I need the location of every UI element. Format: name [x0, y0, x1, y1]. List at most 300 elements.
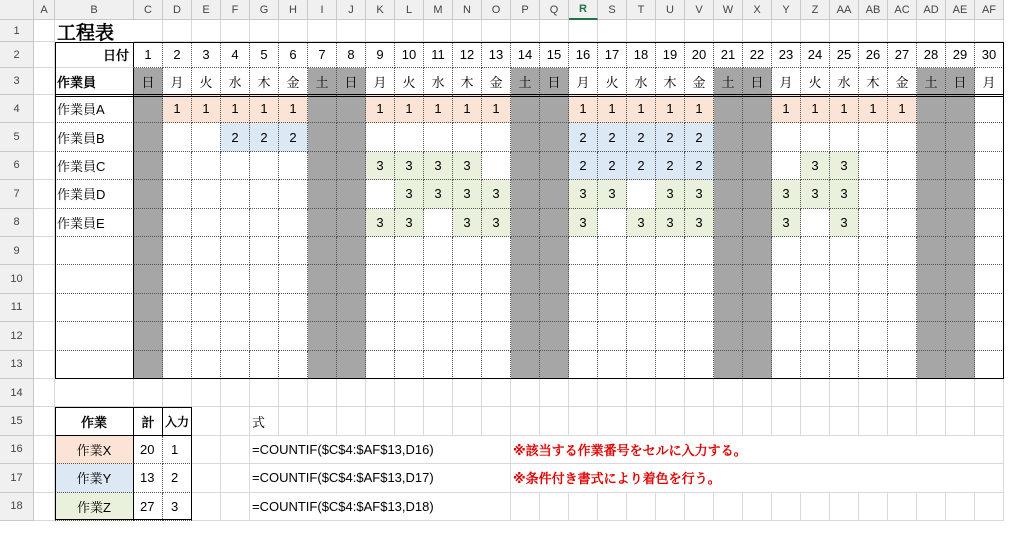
page-title[interactable]: 工程表	[57, 22, 115, 44]
schedule-cell[interactable]	[221, 322, 250, 350]
empty-cell[interactable]	[482, 20, 511, 42]
schedule-cell[interactable]	[511, 265, 540, 293]
schedule-cell[interactable]	[134, 322, 163, 350]
schedule-cell[interactable]: 1	[801, 95, 830, 123]
weekday-header[interactable]: 水	[830, 68, 859, 95]
row-header[interactable]: 6	[0, 152, 34, 180]
schedule-cell[interactable]: 1	[279, 95, 308, 123]
date-header[interactable]: 3	[192, 42, 221, 68]
schedule-cell[interactable]	[279, 294, 308, 322]
schedule-cell[interactable]: 1	[395, 95, 424, 123]
empty-cell[interactable]	[424, 407, 453, 435]
column-header[interactable]: AB	[859, 0, 888, 20]
schedule-cell[interactable]: 1	[772, 95, 801, 123]
schedule-cell[interactable]	[714, 152, 743, 180]
task-total[interactable]: 13	[134, 464, 163, 492]
empty-cell[interactable]	[598, 407, 627, 435]
schedule-cell[interactable]: 1	[453, 95, 482, 123]
task-name[interactable]: 作業Y	[55, 464, 134, 492]
schedule-cell[interactable]	[424, 351, 453, 379]
schedule-cell[interactable]	[859, 351, 888, 379]
schedule-cell[interactable]	[163, 237, 192, 265]
schedule-cell[interactable]	[395, 237, 424, 265]
schedule-cell[interactable]	[308, 209, 337, 237]
schedule-cell[interactable]	[511, 152, 540, 180]
worker-name[interactable]: 作業員B	[55, 123, 134, 151]
schedule-cell[interactable]	[598, 237, 627, 265]
empty-cell[interactable]	[772, 20, 801, 42]
schedule-cell[interactable]	[917, 209, 946, 237]
empty-cell[interactable]	[337, 20, 366, 42]
schedule-cell[interactable]	[337, 294, 366, 322]
date-header[interactable]: 6	[279, 42, 308, 68]
schedule-cell[interactable]	[540, 180, 569, 208]
row-header[interactable]: 8	[0, 209, 34, 237]
column-header[interactable]: C	[134, 0, 163, 20]
schedule-cell[interactable]	[859, 152, 888, 180]
total-header[interactable]: 計	[134, 407, 163, 435]
empty-cell[interactable]	[192, 493, 221, 521]
schedule-cell[interactable]	[656, 351, 685, 379]
empty-cell[interactable]	[395, 379, 424, 407]
schedule-cell[interactable]	[859, 180, 888, 208]
empty-cell[interactable]	[946, 20, 975, 42]
column-header[interactable]: K	[366, 0, 395, 20]
schedule-cell[interactable]	[308, 322, 337, 350]
column-header[interactable]: V	[685, 0, 714, 20]
empty-cell[interactable]	[656, 379, 685, 407]
schedule-cell[interactable]: 3	[482, 180, 511, 208]
schedule-cell[interactable]	[627, 322, 656, 350]
task-input[interactable]: 3	[163, 493, 192, 521]
worker-name[interactable]	[55, 322, 134, 350]
empty-cell[interactable]	[946, 493, 975, 521]
schedule-cell[interactable]	[424, 209, 453, 237]
empty-cell[interactable]	[772, 407, 801, 435]
schedule-cell[interactable]	[888, 265, 917, 293]
schedule-cell[interactable]	[453, 351, 482, 379]
empty-cell[interactable]	[511, 407, 540, 435]
schedule-cell[interactable]	[946, 351, 975, 379]
schedule-cell[interactable]	[598, 322, 627, 350]
date-header[interactable]: 22	[743, 42, 772, 68]
schedule-cell[interactable]: 3	[366, 152, 395, 180]
row-header[interactable]: 15	[0, 407, 34, 435]
schedule-cell[interactable]	[482, 152, 511, 180]
weekday-header[interactable]: 日	[743, 68, 772, 95]
worker-name[interactable]	[55, 294, 134, 322]
schedule-cell[interactable]	[134, 294, 163, 322]
column-header[interactable]: T	[627, 0, 656, 20]
empty-cell[interactable]	[888, 20, 917, 42]
empty-cell[interactable]	[975, 379, 1004, 407]
schedule-cell[interactable]	[656, 322, 685, 350]
schedule-cell[interactable]	[337, 123, 366, 151]
schedule-cell[interactable]	[424, 123, 453, 151]
schedule-cell[interactable]	[395, 322, 424, 350]
schedule-cell[interactable]	[453, 265, 482, 293]
weekday-header[interactable]: 木	[250, 68, 279, 95]
empty-cell[interactable]	[511, 20, 540, 42]
schedule-cell[interactable]	[134, 237, 163, 265]
schedule-cell[interactable]: 3	[801, 152, 830, 180]
schedule-cell[interactable]	[917, 265, 946, 293]
date-header[interactable]: 20	[685, 42, 714, 68]
empty-cell[interactable]	[279, 407, 308, 435]
schedule-cell[interactable]	[743, 322, 772, 350]
schedule-cell[interactable]: 2	[685, 123, 714, 151]
schedule-cell[interactable]	[714, 123, 743, 151]
row-header[interactable]: 5	[0, 123, 34, 151]
schedule-cell[interactable]	[424, 294, 453, 322]
schedule-cell[interactable]	[946, 237, 975, 265]
input-header[interactable]: 入力	[163, 407, 192, 435]
empty-cell[interactable]	[685, 493, 714, 521]
date-header[interactable]: 8	[337, 42, 366, 68]
column-header[interactable]: S	[598, 0, 627, 20]
date-header[interactable]: 2	[163, 42, 192, 68]
schedule-cell[interactable]	[627, 351, 656, 379]
weekday-header[interactable]: 金	[482, 68, 511, 95]
empty-cell[interactable]	[337, 407, 366, 435]
schedule-cell[interactable]	[279, 237, 308, 265]
empty-cell[interactable]	[34, 294, 55, 322]
empty-cell[interactable]	[395, 407, 424, 435]
schedule-cell[interactable]	[917, 237, 946, 265]
schedule-cell[interactable]	[685, 351, 714, 379]
schedule-cell[interactable]	[250, 265, 279, 293]
row-header[interactable]: 13	[0, 351, 34, 379]
date-header[interactable]: 17	[598, 42, 627, 68]
schedule-cell[interactable]	[366, 322, 395, 350]
empty-cell[interactable]	[801, 407, 830, 435]
schedule-cell[interactable]: 2	[279, 123, 308, 151]
empty-cell[interactable]	[743, 407, 772, 435]
worker-name[interactable]: 作業員D	[55, 180, 134, 208]
empty-cell[interactable]	[163, 20, 192, 42]
empty-cell[interactable]	[221, 464, 250, 492]
schedule-cell[interactable]	[337, 95, 366, 123]
schedule-cell[interactable]: 1	[163, 95, 192, 123]
column-header[interactable]: O	[482, 0, 511, 20]
schedule-cell[interactable]	[366, 237, 395, 265]
empty-cell[interactable]	[482, 493, 511, 521]
column-header[interactable]: P	[511, 0, 540, 20]
row-header[interactable]: 7	[0, 180, 34, 208]
date-header[interactable]: 13	[482, 42, 511, 68]
empty-cell[interactable]	[34, 322, 55, 350]
schedule-cell[interactable]	[743, 152, 772, 180]
schedule-cell[interactable]	[975, 209, 1004, 237]
row-header[interactable]: 11	[0, 294, 34, 322]
schedule-cell[interactable]	[308, 180, 337, 208]
schedule-cell[interactable]: 3	[424, 180, 453, 208]
schedule-cell[interactable]	[424, 322, 453, 350]
schedule-cell[interactable]	[975, 351, 1004, 379]
schedule-cell[interactable]: 3	[830, 152, 859, 180]
schedule-cell[interactable]	[743, 180, 772, 208]
column-header[interactable]: J	[337, 0, 366, 20]
row-header[interactable]: 12	[0, 322, 34, 350]
schedule-cell[interactable]	[830, 322, 859, 350]
schedule-cell[interactable]	[888, 294, 917, 322]
column-header[interactable]: AF	[975, 0, 1004, 20]
empty-cell[interactable]	[569, 379, 598, 407]
schedule-cell[interactable]	[569, 322, 598, 350]
schedule-cell[interactable]	[134, 152, 163, 180]
schedule-cell[interactable]: 1	[685, 95, 714, 123]
schedule-cell[interactable]	[337, 265, 366, 293]
schedule-cell[interactable]	[366, 265, 395, 293]
empty-cell[interactable]	[192, 407, 221, 435]
empty-cell[interactable]	[598, 493, 627, 521]
schedule-cell[interactable]	[134, 351, 163, 379]
row-header[interactable]: 3	[0, 68, 34, 95]
empty-cell[interactable]	[34, 180, 55, 208]
formula-header[interactable]: 式	[250, 407, 279, 435]
schedule-cell[interactable]	[830, 265, 859, 293]
empty-cell[interactable]	[366, 20, 395, 42]
schedule-cell[interactable]: 1	[598, 95, 627, 123]
schedule-cell[interactable]	[540, 209, 569, 237]
empty-cell[interactable]	[279, 20, 308, 42]
schedule-cell[interactable]	[221, 152, 250, 180]
weekday-header[interactable]: 月	[569, 68, 598, 95]
empty-cell[interactable]	[859, 379, 888, 407]
schedule-cell[interactable]	[250, 322, 279, 350]
empty-cell[interactable]	[540, 493, 569, 521]
schedule-cell[interactable]	[134, 265, 163, 293]
date-header[interactable]: 5	[250, 42, 279, 68]
row-header[interactable]: 1	[0, 20, 34, 42]
schedule-cell[interactable]	[743, 294, 772, 322]
schedule-cell[interactable]	[772, 351, 801, 379]
schedule-cell[interactable]: 1	[569, 95, 598, 123]
schedule-cell[interactable]	[772, 265, 801, 293]
schedule-cell[interactable]	[511, 95, 540, 123]
schedule-cell[interactable]	[511, 123, 540, 151]
schedule-cell[interactable]	[511, 294, 540, 322]
date-header[interactable]: 23	[772, 42, 801, 68]
empty-cell[interactable]	[540, 379, 569, 407]
schedule-cell[interactable]	[163, 209, 192, 237]
empty-cell[interactable]	[540, 407, 569, 435]
empty-cell[interactable]	[221, 407, 250, 435]
weekday-header[interactable]: 木	[656, 68, 685, 95]
schedule-cell[interactable]	[337, 237, 366, 265]
schedule-cell[interactable]	[627, 294, 656, 322]
schedule-cell[interactable]	[540, 265, 569, 293]
empty-cell[interactable]	[598, 20, 627, 42]
task-header[interactable]: 作業	[55, 407, 134, 435]
schedule-cell[interactable]	[685, 265, 714, 293]
weekday-header[interactable]: 木	[859, 68, 888, 95]
column-header[interactable]: N	[453, 0, 482, 20]
weekday-header[interactable]: 日	[337, 68, 366, 95]
schedule-cell[interactable]	[975, 152, 1004, 180]
empty-cell[interactable]	[482, 407, 511, 435]
worker-name[interactable]	[55, 237, 134, 265]
schedule-cell[interactable]	[946, 322, 975, 350]
schedule-cell[interactable]	[656, 265, 685, 293]
empty-cell[interactable]	[34, 407, 55, 435]
row-header[interactable]: 2	[0, 42, 34, 68]
schedule-cell[interactable]	[337, 152, 366, 180]
schedule-cell[interactable]	[598, 209, 627, 237]
schedule-cell[interactable]	[511, 180, 540, 208]
schedule-cell[interactable]	[598, 294, 627, 322]
schedule-cell[interactable]	[250, 152, 279, 180]
schedule-cell[interactable]	[743, 95, 772, 123]
empty-cell[interactable]	[743, 379, 772, 407]
schedule-cell[interactable]	[772, 237, 801, 265]
schedule-cell[interactable]	[308, 123, 337, 151]
schedule-cell[interactable]	[714, 322, 743, 350]
empty-cell[interactable]	[192, 436, 221, 464]
schedule-cell[interactable]	[395, 294, 424, 322]
schedule-cell[interactable]	[888, 152, 917, 180]
empty-cell[interactable]	[482, 379, 511, 407]
schedule-cell[interactable]: 2	[598, 152, 627, 180]
column-header[interactable]: D	[163, 0, 192, 20]
row-header[interactable]: 14	[0, 379, 34, 407]
empty-cell[interactable]	[34, 209, 55, 237]
schedule-cell[interactable]	[192, 180, 221, 208]
schedule-cell[interactable]	[917, 123, 946, 151]
schedule-cell[interactable]	[975, 95, 1004, 123]
schedule-cell[interactable]	[801, 322, 830, 350]
schedule-cell[interactable]	[163, 294, 192, 322]
schedule-cell[interactable]	[714, 294, 743, 322]
empty-cell[interactable]	[34, 68, 55, 95]
schedule-cell[interactable]: 1	[627, 95, 656, 123]
empty-cell[interactable]	[221, 493, 250, 521]
task-formula[interactable]: =COUNTIF($C$4:$AF$13,D16)	[250, 436, 482, 464]
schedule-cell[interactable]	[395, 265, 424, 293]
weekday-header[interactable]: 月	[772, 68, 801, 95]
schedule-cell[interactable]: 1	[830, 95, 859, 123]
task-formula[interactable]: =COUNTIF($C$4:$AF$13,D18)	[250, 493, 482, 521]
weekday-header[interactable]: 火	[598, 68, 627, 95]
schedule-cell[interactable]	[627, 237, 656, 265]
schedule-cell[interactable]	[279, 152, 308, 180]
empty-cell[interactable]	[250, 379, 279, 407]
schedule-cell[interactable]	[888, 322, 917, 350]
schedule-cell[interactable]	[163, 180, 192, 208]
schedule-cell[interactable]	[337, 180, 366, 208]
empty-cell[interactable]	[163, 379, 192, 407]
schedule-cell[interactable]	[221, 294, 250, 322]
empty-cell[interactable]	[830, 379, 859, 407]
empty-cell[interactable]	[308, 407, 337, 435]
schedule-cell[interactable]	[569, 294, 598, 322]
schedule-cell[interactable]	[308, 237, 337, 265]
schedule-cell[interactable]: 1	[888, 95, 917, 123]
schedule-cell[interactable]	[540, 152, 569, 180]
schedule-cell[interactable]: 3	[453, 152, 482, 180]
schedule-cell[interactable]	[714, 351, 743, 379]
schedule-cell[interactable]: 3	[395, 209, 424, 237]
schedule-cell[interactable]	[250, 180, 279, 208]
row-header[interactable]: 16	[0, 436, 34, 464]
empty-cell[interactable]	[714, 493, 743, 521]
empty-cell[interactable]	[743, 20, 772, 42]
empty-cell[interactable]	[888, 493, 917, 521]
date-header[interactable]: 24	[801, 42, 830, 68]
empty-cell[interactable]	[714, 20, 743, 42]
schedule-cell[interactable]	[482, 265, 511, 293]
schedule-cell[interactable]	[917, 294, 946, 322]
schedule-cell[interactable]: 2	[221, 123, 250, 151]
schedule-cell[interactable]	[424, 237, 453, 265]
schedule-cell[interactable]	[975, 237, 1004, 265]
task-input[interactable]: 2	[163, 464, 192, 492]
schedule-cell[interactable]	[888, 209, 917, 237]
schedule-cell[interactable]	[569, 237, 598, 265]
empty-cell[interactable]	[888, 379, 917, 407]
schedule-cell[interactable]	[192, 265, 221, 293]
task-total[interactable]: 20	[134, 436, 163, 464]
schedule-cell[interactable]	[859, 265, 888, 293]
schedule-cell[interactable]	[308, 95, 337, 123]
schedule-cell[interactable]: 2	[569, 123, 598, 151]
schedule-cell[interactable]	[569, 265, 598, 293]
empty-cell[interactable]	[34, 237, 55, 265]
column-header[interactable]: AA	[830, 0, 859, 20]
column-header[interactable]: AE	[946, 0, 975, 20]
date-header[interactable]: 25	[830, 42, 859, 68]
empty-cell[interactable]	[511, 379, 540, 407]
schedule-cell[interactable]: 3	[598, 180, 627, 208]
schedule-cell[interactable]	[308, 351, 337, 379]
empty-cell[interactable]	[830, 493, 859, 521]
schedule-cell[interactable]	[685, 294, 714, 322]
schedule-cell[interactable]: 3	[569, 180, 598, 208]
empty-cell[interactable]	[511, 493, 540, 521]
schedule-cell[interactable]	[946, 123, 975, 151]
schedule-cell[interactable]: 3	[772, 180, 801, 208]
schedule-cell[interactable]	[772, 123, 801, 151]
schedule-cell[interactable]	[221, 180, 250, 208]
worker-label[interactable]: 作業員	[55, 68, 134, 95]
schedule-cell[interactable]	[221, 237, 250, 265]
empty-cell[interactable]	[598, 379, 627, 407]
schedule-cell[interactable]	[859, 294, 888, 322]
schedule-cell[interactable]	[714, 237, 743, 265]
row-header[interactable]: 10	[0, 265, 34, 293]
schedule-cell[interactable]	[975, 265, 1004, 293]
schedule-cell[interactable]	[279, 322, 308, 350]
schedule-cell[interactable]	[743, 265, 772, 293]
date-header[interactable]: 30	[975, 42, 1004, 68]
row-header[interactable]: 18	[0, 493, 34, 521]
schedule-cell[interactable]: 2	[627, 152, 656, 180]
schedule-cell[interactable]	[424, 265, 453, 293]
schedule-cell[interactable]	[250, 294, 279, 322]
empty-cell[interactable]	[946, 379, 975, 407]
column-header[interactable]: X	[743, 0, 772, 20]
empty-cell[interactable]	[859, 493, 888, 521]
schedule-cell[interactable]	[917, 322, 946, 350]
schedule-cell[interactable]	[743, 351, 772, 379]
empty-cell[interactable]	[34, 436, 55, 464]
schedule-cell[interactable]	[801, 294, 830, 322]
schedule-cell[interactable]: 1	[250, 95, 279, 123]
schedule-cell[interactable]	[830, 237, 859, 265]
schedule-cell[interactable]: 3	[424, 152, 453, 180]
schedule-cell[interactable]: 2	[598, 123, 627, 151]
schedule-cell[interactable]	[946, 265, 975, 293]
